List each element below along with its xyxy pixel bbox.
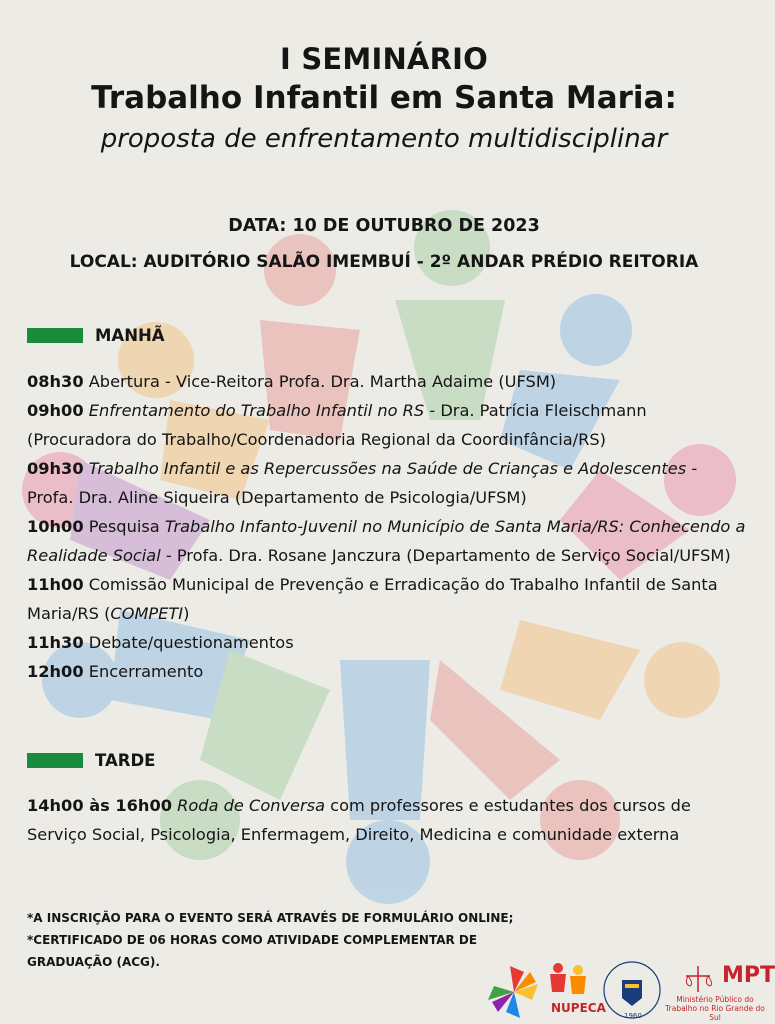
schedule-text: - Profa. Dra. Rosane Janczura (Departamento de Serviço Social/UFSM) — [160, 546, 731, 565]
event-date: DATA: 10 DE OUTUBRO DE 2023 — [228, 216, 540, 236]
schedule-item — [27, 454, 747, 512]
nupeca-logo — [550, 963, 586, 994]
schedule-time: 10h00 — [27, 517, 84, 536]
schedule-text: Abertura - Vice-Reitora Profa. Dra. Martha Adaime (UFSM) — [83, 372, 557, 391]
schedule-time: 09h30 — [27, 459, 84, 478]
schedule-item — [27, 367, 747, 396]
schedule-text: Debate/questionamentos — [83, 633, 294, 652]
schedule-text: - Dra. Patrícia Fleischmann (Procuradora do Trabalho/Coordenadoria Regional da Coordinfância/RS) — [27, 401, 647, 449]
note-registration: *A INSCRIÇÃO PARA O EVENTO SERÁ ATRAVÉS DE FORMULÁRIO ONLINE; — [27, 911, 514, 925]
schedule-talk-title: Roda de Conversa — [177, 796, 326, 815]
schedule-text: com professores e estudantes dos cursos de Serviço Social, Psicologia, Enfermagem, Direito, Medicina e comunidade externa — [27, 796, 691, 844]
section-afternoon-label: TARDE — [95, 751, 156, 770]
schedule-text: Pesquisa — [83, 517, 165, 536]
section-morning-label: MANHÃ — [95, 326, 165, 345]
note-certificate: *CERTIFICADO DE 06 HORAS COMO ATIVIDADE COMPLEMENTAR DE GRADUAÇÃO (ACG). — [27, 933, 478, 969]
schedule-time: 09h00 — [27, 401, 84, 420]
schedule-text: Encerramento — [83, 662, 204, 681]
pinwheel-logo — [488, 966, 538, 1018]
schedule-time: 14h00 às 16h00 — [27, 796, 172, 815]
seminar-title: I SEMINÁRIO — [280, 42, 488, 76]
ufsm-seal — [604, 962, 660, 1018]
mpt-logo-text: MPT — [722, 963, 775, 988]
schedule-time: 11h30 — [27, 633, 84, 652]
nupeca-logo-text: NUPECA — [551, 1001, 606, 1015]
schedule-talk-title: Enfrentamento do Trabalho Infantil no RS — [83, 401, 425, 420]
section-morning — [27, 326, 165, 345]
seminar-subject: Trabalho Infantil em Santa Maria: — [91, 80, 677, 116]
schedule-item — [27, 657, 747, 686]
schedule-time: 11h00 — [27, 575, 84, 594]
schedule-item — [27, 791, 747, 849]
mpt-emblem — [686, 966, 712, 992]
schedule-item — [27, 628, 747, 657]
schedule-item — [27, 512, 747, 570]
section-bar — [27, 753, 83, 768]
seminar-subtitle: proposta de enfrentamento multidisciplinar — [100, 124, 668, 154]
morning-schedule — [27, 367, 747, 686]
schedule-item — [27, 570, 747, 628]
schedule-item — [27, 396, 747, 454]
schedule-talk-title: COMPETI — [110, 604, 184, 623]
schedule-talk-title: Trabalho Infanto-Juvenil no Município de Santa Maria/RS: Conhecendo a Realidade Social — [27, 517, 746, 565]
event-location: LOCAL: AUDITÓRIO SALÃO IMEMBUÍ - 2º ANDAR PRÉDIO REITORIA — [69, 252, 699, 272]
ufsm-year: 1960 — [624, 1012, 642, 1020]
schedule-talk-title: Trabalho Infantil e as Repercussões na Saúde de Crianças e Adolescentes — [83, 459, 687, 478]
schedule-time: 08h30 — [27, 372, 84, 391]
section-bar — [27, 328, 83, 343]
mpt-subtitle: Ministério Público do Trabalho no Rio Grande do Sul — [665, 995, 765, 1022]
schedule-text: Comissão Municipal de Prevenção e Erradicação do Trabalho Infantil de Santa Maria/RS ( — [27, 575, 718, 623]
section-afternoon — [27, 751, 155, 770]
afternoon-schedule — [27, 791, 747, 849]
schedule-text: ) — [183, 604, 190, 623]
notes — [27, 907, 547, 973]
schedule-text: - Profa. Dra. Aline Siqueira (Departamento de Psicologia/UFSM) — [27, 459, 698, 507]
schedule-time: 12h00 — [27, 662, 84, 681]
